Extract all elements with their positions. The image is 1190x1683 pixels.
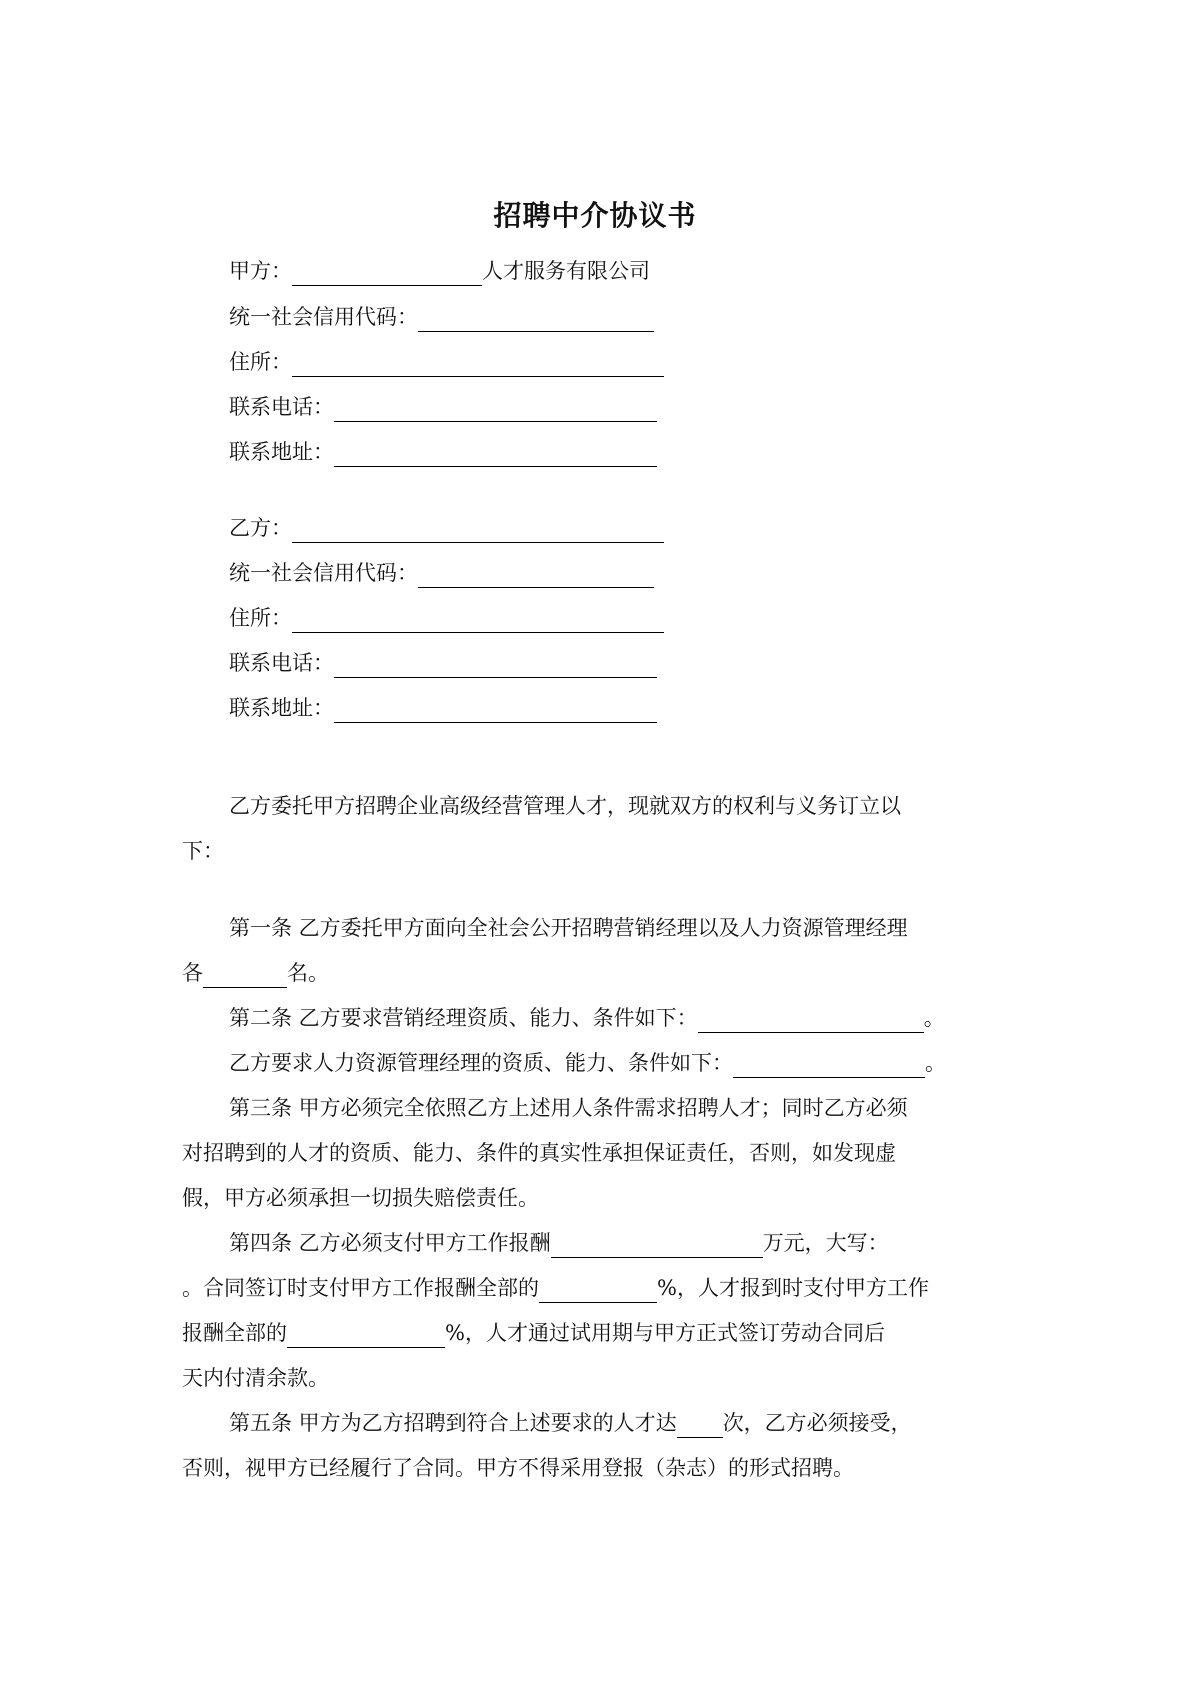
party-a-contact-address-label: 联系地址： <box>229 440 334 464</box>
party-a-credit-code-label: 统一社会信用代码： <box>229 305 418 329</box>
article-1-prefix: 各 <box>182 961 203 985</box>
party-a-name-field <box>229 256 650 286</box>
article-1-line-2 <box>182 958 329 988</box>
article-5-times-blank <box>677 1413 723 1438</box>
article-3-line-2: 对招聘到的人才的资质、能力、条件的真实性承担保证责任，否则，如发现虚 <box>182 1141 896 1165</box>
article-2-blank <box>698 1008 924 1033</box>
article-2-sub-blank <box>733 1053 925 1078</box>
article-1-line-1: 第一条 乙方委托甲方面向全社会公开招聘营销经理以及人力资源管理经理 <box>229 916 908 940</box>
article-2-line <box>229 1003 945 1033</box>
party-b-label: 乙方： <box>229 516 292 540</box>
party-b-phone-blank <box>334 653 657 678</box>
party-a-label: 甲方： <box>229 259 292 283</box>
party-b-phone-label: 联系电话： <box>229 651 334 675</box>
article-4-line-3-prefix: 报酬全部的 <box>182 1321 287 1345</box>
article-4-line-3-suffix: %，人才通过试用期与甲方正式签订劳动合同后 <box>445 1321 885 1345</box>
article-4-line-1 <box>229 1228 889 1258</box>
intro-line-1: 乙方委托甲方招聘企业高级经营管理人才，现就双方的权利与义务订立以 <box>229 794 901 818</box>
article-4-amount-blank <box>551 1233 763 1258</box>
article-4-line-4: 天内付清余款。 <box>182 1366 329 1390</box>
article-4-second-percent-blank <box>287 1323 445 1348</box>
article-1-suffix: 名。 <box>287 961 329 985</box>
party-a-credit-code-field <box>229 302 654 332</box>
party-a-phone-label: 联系电话： <box>229 395 334 419</box>
article-1-count-blank <box>203 963 287 988</box>
party-b-credit-code-label: 统一社会信用代码： <box>229 561 418 585</box>
article-2-sub-line <box>229 1048 946 1078</box>
article-2-sub-end: 。 <box>925 1051 946 1075</box>
party-b-contact-address-field <box>229 693 657 723</box>
article-4-line-1-suffix: 万元，大写： <box>762 1231 889 1255</box>
party-a-credit-code-blank <box>418 307 654 332</box>
intro-line-2: 下： <box>182 839 224 863</box>
party-a-address-blank <box>292 352 664 377</box>
party-a-phone-blank <box>334 397 657 422</box>
article-4-line-2 <box>182 1273 929 1303</box>
party-b-address-label: 住所： <box>229 606 292 630</box>
article-4-line-2-prefix: 。合同签订时支付甲方工作报酬全部的 <box>182 1276 539 1300</box>
article-2-text: 第二条 乙方要求营销经理资质、能力、条件如下： <box>229 1006 698 1030</box>
party-b-contact-address-blank <box>334 698 657 723</box>
party-b-contact-address-label: 联系地址： <box>229 696 334 720</box>
party-b-credit-code-field <box>229 558 654 588</box>
party-a-name-suffix: 人才服务有限公司 <box>482 259 650 283</box>
party-b-name-blank <box>292 518 664 543</box>
party-b-phone-field <box>229 648 657 678</box>
article-2-sub-text: 乙方要求人力资源管理经理的资质、能力、条件如下： <box>229 1051 733 1075</box>
party-b-credit-code-blank <box>418 563 654 588</box>
article-5-line-1 <box>229 1408 912 1438</box>
article-3-line-3: 假，甲方必须承担一切损失赔偿责任。 <box>182 1186 539 1210</box>
party-b-name-field <box>229 513 664 543</box>
party-a-contact-address-blank <box>334 442 657 467</box>
party-b-address-blank <box>292 608 664 633</box>
article-4-line-2-suffix: %，人才报到时支付甲方工作 <box>657 1276 929 1300</box>
article-5-line-2: 否则，视甲方已经履行了合同。甲方不得采用登报（杂志）的形式招聘。 <box>182 1456 854 1480</box>
article-4-first-percent-blank <box>539 1278 657 1303</box>
party-b-address-field <box>229 603 664 633</box>
party-a-phone-field <box>229 392 657 422</box>
party-a-address-field <box>229 347 664 377</box>
article-2-end: 。 <box>923 1006 945 1030</box>
article-4-line-1-prefix: 第四条 乙方必须支付甲方工作报酬 <box>229 1231 551 1255</box>
article-3-line-1: 第三条 甲方必须完全依照乙方上述用人条件需求招聘人才；同时乙方必须 <box>229 1096 908 1120</box>
party-a-name-blank <box>292 261 482 286</box>
document-title: 招聘中介协议书 <box>493 199 697 232</box>
party-a-address-label: 住所： <box>229 350 292 374</box>
article-4-line-3 <box>182 1318 885 1348</box>
party-a-contact-address-field <box>229 437 657 467</box>
article-5-line-1-suffix: 次，乙方必须接受， <box>722 1411 912 1435</box>
article-5-line-1-prefix: 第五条 甲方为乙方招聘到符合上述要求的人才达 <box>229 1411 677 1435</box>
